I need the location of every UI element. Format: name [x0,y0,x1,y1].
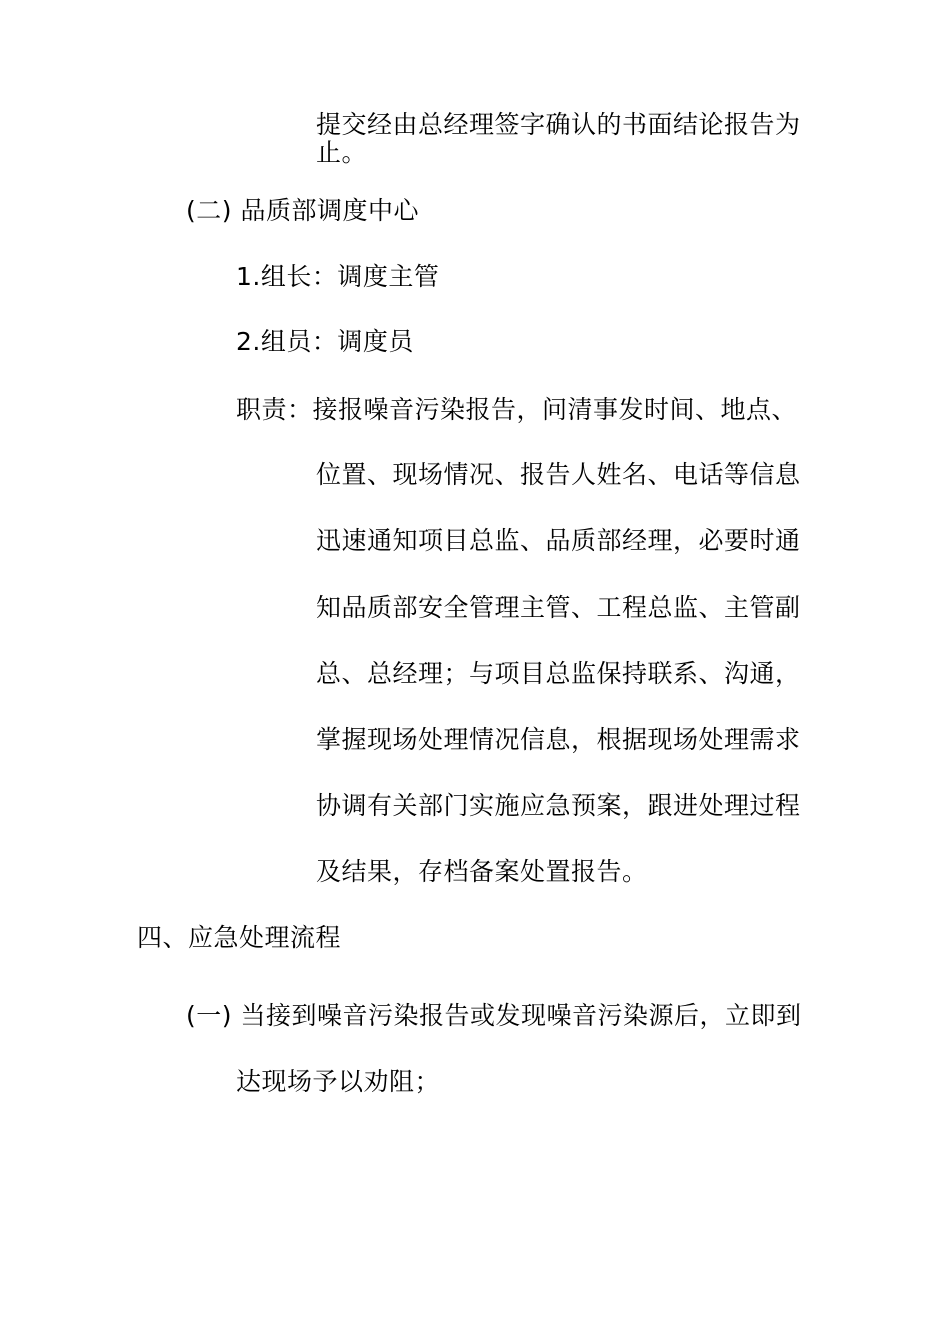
duty-line-5: 总、总经理；与项目总监保持联系、沟通， [316,659,801,688]
duty-line-4: 知品质部安全管理主管、工程总监、主管副 [316,593,801,622]
continuation-line-2: 止。 [316,138,368,167]
continuation-line-1: 提交经由总经理签字确认的书面结论报告为 [316,110,801,139]
step-1-line-2: 达现场予以劝阻； [236,1067,441,1096]
member-line: 2.组员：调度员 [236,327,414,356]
duty-line-3: 迅速通知项目总监、品质部经理，必要时通 [316,526,801,555]
duty-line-6: 掌握现场处理情况信息，根据现场处理需求 [316,725,801,754]
section-2-heading: (二) 品质部调度中心 [186,196,419,225]
duty-line-7: 协调有关部门实施应急预案，跟进处理过程 [316,791,801,820]
duty-line-8: 及结果，存档备案处置报告。 [316,857,648,886]
duty-line-2: 位置、现场情况、报告人姓名、电话等信息 [316,460,801,489]
step-1-line-1: (一) 当接到噪音污染报告或发现噪音污染源后，立即到 [186,1001,802,1030]
duty-line-1: 职责：接报噪音污染报告，问清事发时间、地点、 [236,395,798,424]
leader-line: 1.组长：调度主管 [236,262,440,291]
section-4-heading: 四、应急处理流程 [137,923,342,952]
